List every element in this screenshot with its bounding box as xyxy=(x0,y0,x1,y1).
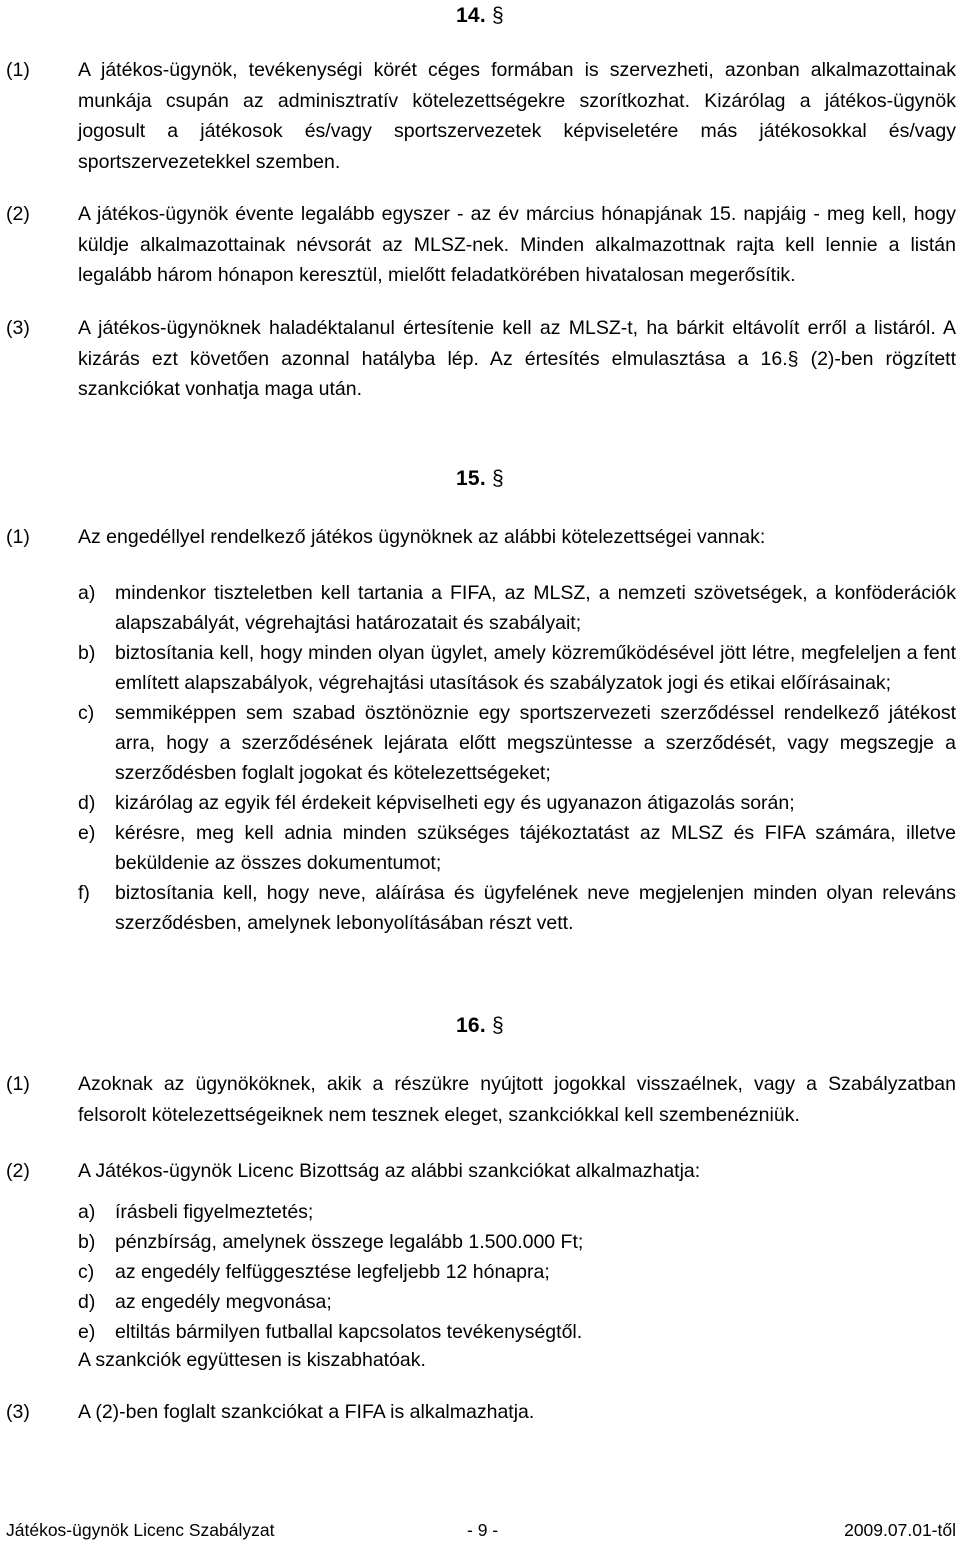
paragraph-text: A Játékos-ügynök Licenc Bizottság az alábbi szankciókat alkalmazhatja: xyxy=(78,1160,701,1182)
list-item-text: kizárólag az egyik fél érdekeit képviselheti egy és ugyanazon átigazolás során; xyxy=(115,792,795,814)
list-item-text: az engedély megvonása; xyxy=(115,1291,332,1313)
list-item-label: a) xyxy=(78,582,96,604)
paragraph-text: A játékos-ügynöknek haladéktalanul értesítenie kell az MLSZ-t, ha bárkit eltávolít erről a listáról. A kizárás ezt követően azonnal hatályba lép. Az értesítés elmulasztása a 16.§ (2)-ben rögzített szankciókat vonhatja maga után. xyxy=(78,317,956,400)
s16-sanctions-list xyxy=(78,1197,956,1347)
list-item-label: b) xyxy=(78,642,96,664)
footer-page-number: - 9 - xyxy=(467,1520,499,1540)
list-item-label: c) xyxy=(78,1261,95,1283)
section-symbol: § xyxy=(492,467,505,490)
list-item-label: f) xyxy=(78,882,90,904)
paragraph-number: (3) xyxy=(6,317,30,339)
paragraph-number: (2) xyxy=(6,1160,30,1182)
footer-title: Játékos-ügynök Licenc Szabályzat xyxy=(6,1520,275,1540)
list-item xyxy=(78,1227,956,1257)
paragraph-number: (2) xyxy=(6,203,30,225)
s14-paragraph-2 xyxy=(6,199,956,291)
list-item xyxy=(78,878,956,938)
sanctions-note: A szankciók együttesen is kiszabhatóak. xyxy=(78,1349,426,1371)
list-item xyxy=(78,698,956,788)
list-item-text: biztosítania kell, hogy minden olyan ügylet, amely közreműködésével jött létre, megfeleljen a fent említett alapszabályok, végrehajtási utasítások és szabályzatok jogi és etikai előírásainak; xyxy=(115,642,956,694)
list-item-text: írásbeli figyelmeztetés; xyxy=(115,1201,314,1223)
section-15-number: 15. xyxy=(455,467,487,490)
list-item xyxy=(78,1317,956,1347)
list-item xyxy=(78,638,956,698)
section-16-heading xyxy=(0,1014,960,1038)
paragraph-text: A játékos-ügynök évente legalább egyszer - az év március hónapjának 15. napjáig - meg kell, hogy küldje alkalmazottainak névsorát az MLSZ-nek. Minden alkalmazottnak rajta kell lennie a listán legalább három hónapon keresztül, mielőtt feladatkörében hivatalosan megerősítik. xyxy=(78,203,956,286)
s14-paragraph-1 xyxy=(6,55,956,177)
paragraph-number: (1) xyxy=(6,1073,30,1095)
list-item xyxy=(78,788,956,818)
section-14-heading xyxy=(0,4,960,28)
section-14-number: 14. xyxy=(455,4,487,27)
list-item-label: b) xyxy=(78,1231,96,1253)
s16-paragraph-3 xyxy=(6,1397,956,1428)
list-item-label: d) xyxy=(78,1291,96,1313)
list-item-label: d) xyxy=(78,792,96,814)
paragraph-text: Az engedéllyel rendelkező játékos ügynöknek az alábbi kötelezettségei vannak: xyxy=(78,526,766,548)
list-item-label: c) xyxy=(78,702,95,724)
list-item-text: kérésre, meg kell adnia minden szükséges tájékoztatást az MLSZ és FIFA számára, illetve beküldenie az összes dokumentumot; xyxy=(115,822,956,874)
s15-obligations-list xyxy=(78,578,956,938)
list-item-text: az engedély felfüggesztése legfeljebb 12 hónapra; xyxy=(115,1261,550,1283)
list-item xyxy=(78,578,956,638)
s16-paragraph-1 xyxy=(6,1069,956,1130)
paragraph-number: (1) xyxy=(6,59,30,81)
list-item-label: a) xyxy=(78,1201,96,1223)
footer-date: 2009.07.01-től xyxy=(844,1520,956,1540)
paragraph-text: A (2)-ben foglalt szankciókat a FIFA is alkalmazhatja. xyxy=(78,1401,535,1423)
section-symbol: § xyxy=(492,1014,505,1037)
section-symbol: § xyxy=(492,4,505,27)
list-item xyxy=(78,818,956,878)
paragraph-number: (1) xyxy=(6,526,30,548)
s16-paragraph-2 xyxy=(6,1156,956,1187)
paragraph-text: Azoknak az ügynököknek, akik a részükre nyújtott jogokkal visszaélnek, vagy a Szabályzatban felsorolt kötelezettségeiknek nem tesznek eleget, szankciókkal kell szembenézniük. xyxy=(78,1073,956,1126)
list-item xyxy=(78,1287,956,1317)
section-15-heading xyxy=(0,467,960,491)
paragraph-text: A játékos-ügynök, tevékenységi körét céges formában is szervezheti, azonban alkalmazottainak munkája csupán az adminisztratív kötelezettségekre szorítkozhat. Kizárólag a játékos-ügynök jogosult a játékosok és/vagy sportszervezetek képviseletére más játékosokkal és/vagy sportszervezetekkel szemben. xyxy=(78,59,956,173)
list-item xyxy=(78,1197,956,1227)
list-item xyxy=(78,1257,956,1287)
s15-paragraph-1 xyxy=(6,522,956,553)
paragraph-number: (3) xyxy=(6,1401,30,1423)
list-item-label: e) xyxy=(78,822,96,844)
list-item-text: pénzbírság, amelynek összege legalább 1.500.000 Ft; xyxy=(115,1231,584,1253)
list-item-text: eltiltás bármilyen futballal kapcsolatos tevékenységtől. xyxy=(115,1321,583,1343)
list-item-text: biztosítania kell, hogy neve, aláírása és ügyfelének neve megjelenjen minden olyan releváns szerződésben, amelynek lebonyolításában részt vett. xyxy=(115,882,956,934)
list-item-text: mindenkor tiszteletben kell tartania a FIFA, az MLSZ, a nemzeti szövetségek, a konföderációk alapszabályát, végrehajtási határozatait és szabályait; xyxy=(115,582,956,634)
list-item-text: semmiképpen sem szabad ösztönöznie egy sportszervezeti szerződéssel rendelkező játékost arra, hogy a szerződésének lejárata előtt megszüntesse a szerződését, vagy megszegje a szerződésben foglalt jogokat és kötelezettségeket; xyxy=(115,702,956,784)
list-item-label: e) xyxy=(78,1321,96,1343)
s14-paragraph-3 xyxy=(6,313,956,405)
section-16-number: 16. xyxy=(455,1014,487,1037)
